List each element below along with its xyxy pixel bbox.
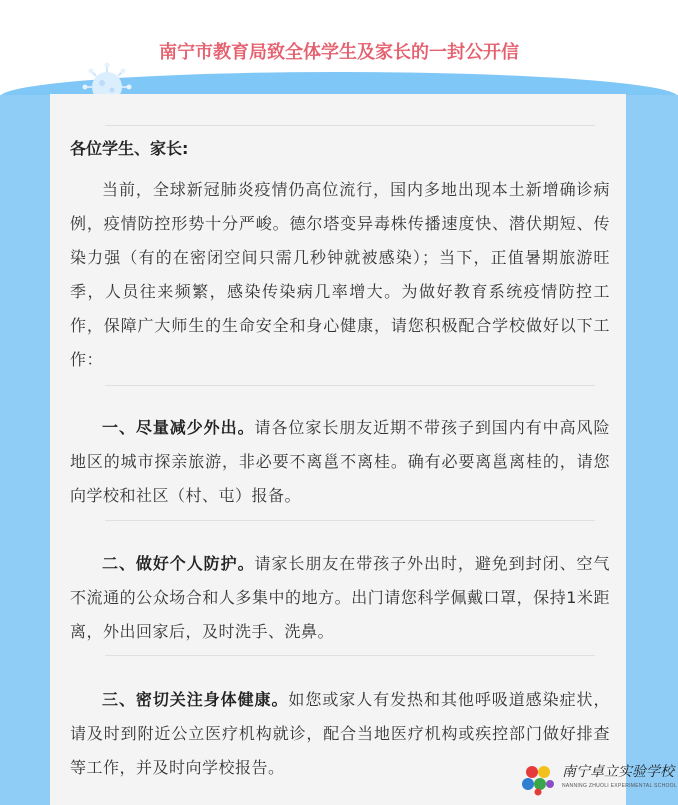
school-emblem-icon bbox=[520, 762, 556, 796]
letter-greeting: 各位学生、家长: bbox=[70, 139, 189, 158]
divider bbox=[105, 385, 595, 386]
intro-paragraph: 当前，全球新冠肺炎疫情仍高位流行，国内多地出现本土新增确诊病例，疫情防控形势十分严峻。德尔塔变异毒株传播速度快、潜伏期短、传染力强（有的在密闭空间只需几秒钟就被感染）；当下，正值暑期旅游旺季，人员往来频繁，感染传染病几率增大。为做好教育系统疫情防控工作，保障广大师生的生命安全和身心健康，请您积极配合学校做好以下工作： bbox=[70, 180, 610, 369]
page-title: 南宁市教育局致全体学生及家长的一封公开信 bbox=[159, 42, 519, 63]
item-heading: 一、尽量减少外出。 bbox=[102, 418, 255, 437]
divider bbox=[105, 125, 595, 126]
item-heading: 二、做好个人防护。 bbox=[102, 554, 255, 573]
item-heading: 三、密切关注身体健康。 bbox=[102, 690, 289, 709]
school-name: 南宁卓立实验学校 bbox=[562, 764, 674, 780]
item-body: 请家长朋友在带孩子外出时，避免到封闭、空气不流通的公众场合和人多集中的地方。出门请您科学佩戴口罩，保持1米距离，外出回家后，及时洗手、洗鼻。 bbox=[70, 554, 610, 641]
divider bbox=[105, 655, 595, 656]
school-name-english: NANNING ZHUOLI EXPERIMENTAL SCHOOL bbox=[562, 783, 677, 789]
item-body: 请各位家长朋友近期不带孩子到国内有中高风险地区的城市探亲旅游，非必要不离邕不离桂。确有必要离邕离桂的，请您向学校和社区（村、屯）报备。 bbox=[70, 418, 610, 505]
divider bbox=[105, 520, 595, 521]
item-body: 如您或家人有发热和其他呼吸道感染症状，请及时到附近公立医疗机构就诊，配合当地医疗机构或疾控部门做好排查等工作，并及时向学校报告。 bbox=[70, 690, 610, 777]
school-logo bbox=[520, 762, 677, 796]
item-paragraph bbox=[70, 547, 610, 649]
item-paragraph bbox=[70, 411, 610, 513]
